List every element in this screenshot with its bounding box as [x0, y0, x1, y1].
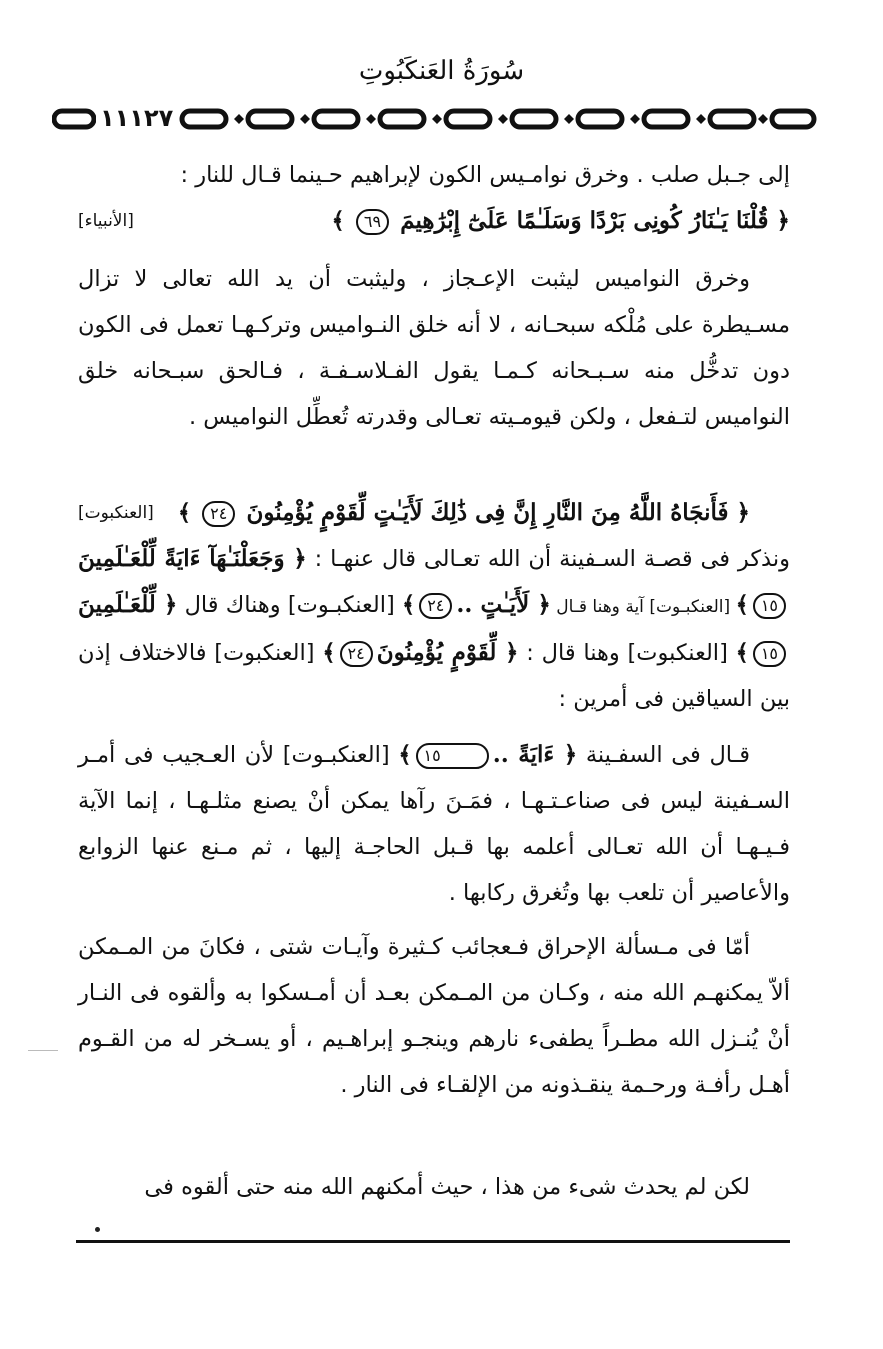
text-span: [العنكبوت] فالاختلاف إذن بين السياقين فى أمرين : [78, 640, 790, 712]
quote-close: ﴾ [398, 742, 412, 768]
surah-reference: [الأنبياء] [78, 211, 134, 231]
paragraph-text: أمّا فى مـسألة الإحراق فـعجائب كـثيرة وآيـات شتى ، فكانَ من المـمكن ألاّ يمكنهـم الله منه ، وكـان من المـمكن بعـد أن أمـسكوا به وألقوه فى النـار أنْ يُنـزل الله مطـراً يطفىء نارهم وينجـو إبراهـيم ، أو يسـخر له من القـوم أهـل رأفـة ورحـمة ينقـذونه من الإلقـاء فى النار . [78, 934, 790, 1098]
paragraph-1 [78, 152, 790, 244]
surah-reference: [العنكبوت] [78, 503, 154, 523]
surah-title: سُورَةُ العَنكَبُوتِ [358, 56, 525, 86]
quote-close: ﴾ [402, 592, 416, 618]
margin-mark [28, 1050, 58, 1051]
page-number: ١١١٢٧ [96, 104, 177, 132]
footnote-dot [95, 1227, 100, 1232]
text-span: [العنكبـوت] وهناك قال [177, 592, 402, 618]
quote-close: ﴾ [735, 640, 749, 666]
surah-reference-inline: [العنكبـوت] آية وهنا قـال [550, 597, 736, 617]
quran-verse: ﴿ لِّلْعَـٰلَمِينَ [78, 591, 178, 618]
quran-verse: ﴿ ءَايَةً .. [492, 741, 578, 768]
verse-number: ١٥ [416, 743, 489, 769]
paragraph-text: وخرق النواميس ليثبت الإعـجاز ، وليثبت أن يد الله تعالى لا تزال مسـيطرة على مُلْكه سبحـانه ، لا أنه خلق النـواميس وتركـهـا تعمل فى الكون دون تدخُّل منه سـبـحانه كـمـا يقول الفـلاسـفـة ، فـالحق سبـحانه خلق النواميس لتـفعل ، ولكن قيومـيته تعـالى وقدرته تُعطِّل النواميس . [78, 266, 790, 430]
quran-quote-ankabut [78, 490, 790, 536]
verse-number: ٢٤ [340, 641, 373, 667]
verse-number: ٢٤ [419, 593, 452, 619]
verse-number: ٢٤ [202, 501, 235, 527]
verse-number: ١٥ [753, 593, 786, 619]
quran-verse: ﴿ وَجَعَلْنَـٰهَآ ءَايَةً لِّلْعَـٰلَمِينَ [78, 545, 307, 572]
quran-verse: ﴿ فَأَنجَاهُ اللَّهُ مِنَ النَّارِ إِنَّ فِى ذَٰلِكَ لَأَيَـٰتٍ لِّقَوْمٍ يُؤْمِنُونَ [246, 499, 750, 526]
paragraph-4 [78, 732, 790, 916]
paragraph-text: لكن لم يحدث شىء من هذا ، حيث أمكنهم الله منه حتى ألقوه فى [144, 1174, 750, 1200]
quote-close: ﴾ [735, 592, 749, 618]
quran-quote-anbiya [78, 198, 790, 244]
quote-close: ﴾ [177, 500, 192, 526]
quran-verse: ﴿ لَأَيَـٰتٍ .. [456, 591, 551, 618]
quran-verse: ﴿ لِّقَوْمٍ يُؤْمِنُونَ [376, 639, 519, 666]
paragraph-text [78, 536, 790, 722]
quote-close: ﴾ [322, 640, 336, 666]
text-span: ونذكر فى قصـة السـفينة أن الله تعـالى قال عنهـا : [306, 546, 790, 572]
paragraph-1-line: إلى جـبل صلب . وخرق نوامـيس الكون لإبراهيم حـينما قـال للنار : [180, 162, 790, 188]
quran-verse: ﴿ قُلْنَا يَـٰنَارُ كُونِى بَرْدًا وَسَلَـٰمًا عَلَىٰٓ إِبْرَٰهِيمَ [400, 207, 790, 234]
paragraph-text [78, 732, 790, 916]
paragraph-3 [78, 490, 790, 722]
verse-number: ٦٩ [356, 209, 389, 235]
paragraph-5 [78, 924, 790, 1108]
text-span: [العنكبوت] وهنا قال : [518, 640, 736, 666]
paragraph-2 [78, 256, 790, 440]
paragraph-6 [78, 1164, 790, 1210]
bottom-rule [76, 1240, 790, 1243]
verse-number: ١٥ [753, 641, 786, 667]
quote-close: ﴾ [331, 208, 345, 234]
text-span: قـال فى السفـينة [577, 742, 750, 768]
text-span: [العنكبـوت] لأن العـجيب فى أمـر السـفينة ليس فى صناعـتـهـا ، فمَـنَ رآها يمكن أنْ يصنع مثلـهـا ، إنما الآية فـيـهـا أن الله تعـالى أعلمه بها قـبل الحاجـة إليها ، ثم مـنع عنها الزوابع والأعاصير أن تلعب بها وتُغرق ركابها . [78, 742, 790, 906]
